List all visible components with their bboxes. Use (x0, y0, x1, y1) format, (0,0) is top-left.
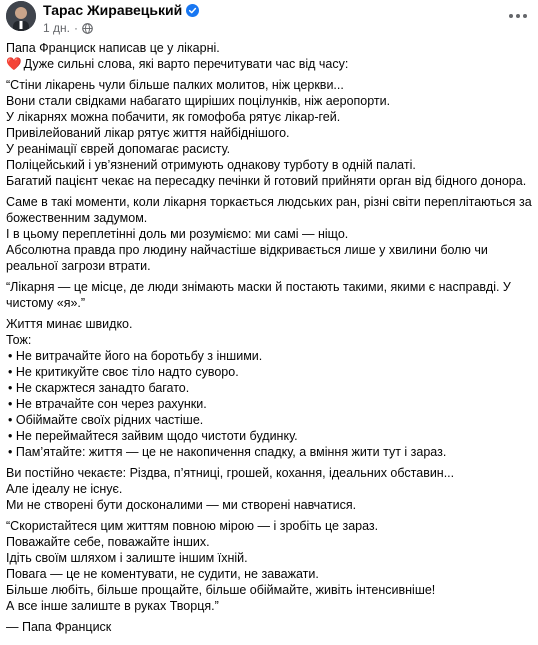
text-line: “Стіни лікарень чули більше палких молитов, ніж церкви... (6, 78, 344, 92)
globe-icon[interactable] (82, 23, 93, 34)
list-item: • Не критикуйте своє тіло надто суворо. (6, 364, 532, 380)
paragraph-waiting (6, 465, 532, 513)
tips-list (6, 348, 532, 460)
paragraph-quote (6, 279, 532, 311)
text-line: І в цьому переплетінні доль ми розуміємо: ми самі — ніщо. (6, 227, 349, 241)
text-line: Ви постійно чекаєте: Різдва, п’ятниці, грошей, кохання, ідеальних обставин... (6, 466, 455, 480)
quote-text: “Лікарня — це місце, де люди знімають маски й постають такими, якими є насправді. У чистому «я».” (6, 280, 511, 310)
text-line: Вони стали свідками набагато щиріших поцілунків, ніж аеропорти. (6, 94, 391, 108)
signature-block (6, 619, 532, 635)
highlight-line (6, 56, 532, 72)
meta-separator: · (73, 21, 78, 35)
list-item: • Не переймайтеся зайвим щодо чистоти будинку. (6, 428, 532, 444)
author-name[interactable] (43, 2, 199, 18)
text-line: Привілейований лікар рятує життя найбіднішого. (6, 126, 290, 140)
paragraph-life (6, 316, 532, 348)
highlight-text: Дуже сильні слова, які варто перечитувати час від часу: (23, 57, 349, 71)
text-line: Але ідеалу не існує. (6, 482, 123, 496)
post-header (0, 0, 538, 40)
text-line: Ідіть своїм шляхом і залиште іншим їхній. (6, 551, 248, 565)
text-line: Багатий пацієнт чекає на пересадку печінки й готовий прийняти орган від бідного донора. (6, 174, 527, 188)
post-text (6, 40, 532, 640)
text-line: А все інше залиште в руках Творця.” (6, 599, 219, 613)
text-line: Ми не створені бути досконалими — ми створені навчатися. (6, 498, 357, 512)
text-line: Більше любіть, більше прощайте, більше обіймайте, живіть інтенсивніше! (6, 583, 436, 597)
author-avatar[interactable] (6, 1, 36, 31)
text-line: Повага — це не коментувати, не судити, не заважати. (6, 567, 319, 581)
signature-text: — Папа Франциск (6, 620, 112, 634)
text-line: Тож: (6, 333, 32, 347)
intro-line: Папа Франциск написав це у лікарні. (6, 41, 220, 55)
more-options-icon[interactable] (506, 8, 530, 24)
text-line: Поліцейський і ув’язнений отримують однакову турботу в одній палаті. (6, 158, 416, 172)
paragraph-moments (6, 194, 532, 274)
post-meta (43, 21, 93, 35)
paragraph-hospital (6, 77, 532, 189)
text-line: “Скористайтеся цим життям повною мірою — і зробіть це зараз. (6, 519, 379, 533)
heart-icon: ❤️ (6, 57, 22, 71)
list-item: • Пам’ятайте: життя — це не накопичення спадку, а вміння жити тут і зараз. (6, 444, 532, 460)
verified-badge-icon (186, 4, 199, 17)
text-line: Саме в такі моменти, коли лікарня торкається людських ран, різні світи переплітаються за божественним задумом. (6, 195, 532, 225)
author-name-text[interactable]: Тарас Жиравецький (43, 2, 183, 18)
list-item: • Не витрачайте його на боротьбу з іншими. (6, 348, 532, 364)
text-line: Поважайте себе, поважайте інших. (6, 535, 210, 549)
list-item: • Обіймайте своїх рідних частіше. (6, 412, 532, 428)
list-item: • Не втрачайте сон через рахунки. (6, 396, 532, 412)
text-line: Життя минає швидко. (6, 317, 133, 331)
text-line: Абсолютна правда про людину найчастіше відкривається лише у хвилини болю чи реальної загрози втрати. (6, 243, 488, 273)
text-line: У лікарнях можна побачити, як гомофоба рятує лікар-гей. (6, 110, 341, 124)
list-item: • Не скаржтеся занадто багато. (6, 380, 532, 396)
intro-block (6, 40, 532, 72)
text-line: У реанімації єврей допомагає расисту. (6, 142, 231, 156)
paragraph-advice (6, 518, 532, 614)
post-timestamp[interactable]: 1 дн. (43, 21, 70, 35)
